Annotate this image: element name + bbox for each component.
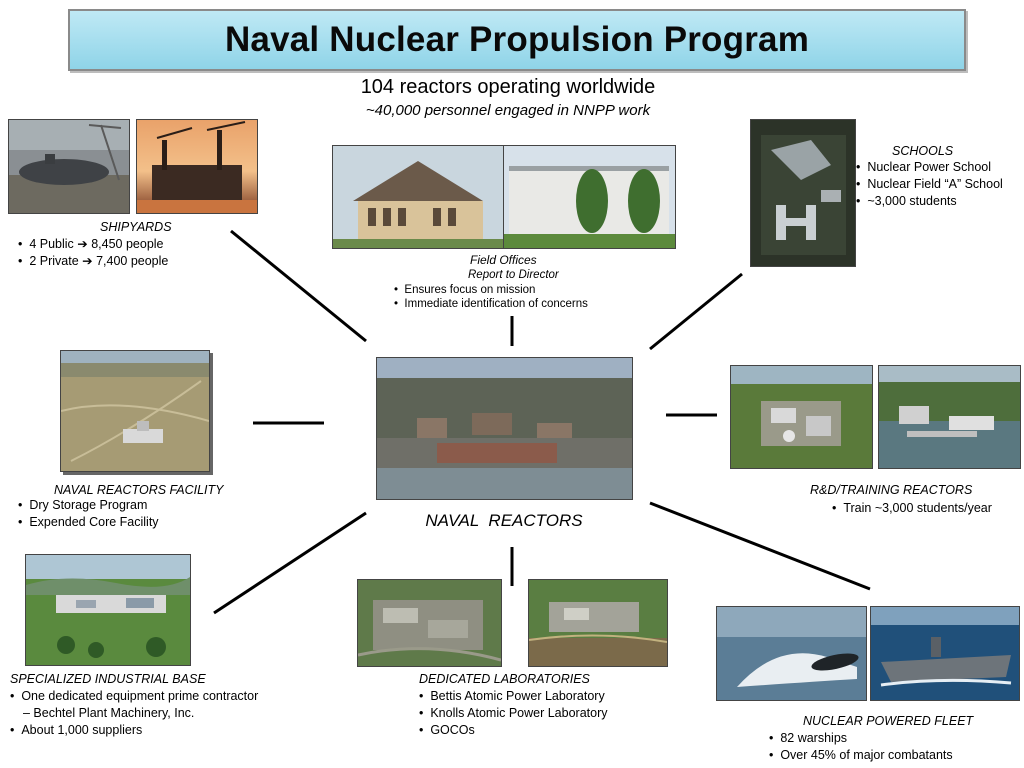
reactors-stat: 104 reactors operating worldwide [360,76,656,98]
list-item: • Immediate identification of concerns [394,297,588,311]
shipyards-heading: SHIPYARDS [100,220,172,234]
list-item: • Ensures focus on mission [394,283,588,297]
laboratories-list [419,688,608,739]
reactors-facility-list [18,497,159,531]
schools-heading: SCHOOLS [892,144,954,158]
list-subitem-text: – Bechtel Plant Machinery, Inc. [23,706,195,720]
field-office-photo-offices [503,145,676,249]
laboratories-heading: DEDICATED LABORATORIES [419,672,590,686]
industrial-base-photo [25,554,191,666]
fleet-photo-carrier [870,606,1020,701]
field-offices-heading: Field Offices [470,253,537,267]
list-item: • 2 Private ➔ 7,400 people [18,253,168,270]
personnel-stat: ~40,000 personnel engaged in NNPP work [365,102,651,119]
shipyards-list [18,236,168,270]
page-title: Naval Nuclear Propulsion Program [224,20,810,59]
industrial-base-heading: SPECIALIZED INDUSTRIAL BASE [10,672,206,686]
schools-list [856,159,1003,210]
training-reactors-heading: R&D/TRAINING REACTORS [810,483,973,497]
list-item: • ~3,000 students [856,193,1003,210]
training-reactors-list [832,500,992,517]
naval-reactors-aerial-photo [376,357,633,500]
field-offices-list [394,283,588,311]
field-offices-subheading: Report to Director [468,269,559,281]
list-item: • About 1,000 suppliers [10,722,258,739]
laboratory-photo-bettis [357,579,502,667]
connector-industrial-base [214,513,366,613]
shipyard-photo-cranes [136,119,258,214]
training-reactors-photo-right [878,365,1021,469]
list-item: • One dedicated equipment prime contractor [10,688,258,705]
list-item: • Bettis Atomic Power Laboratory [419,688,608,705]
list-item: • GOCOs [419,722,608,739]
list-item: • Nuclear Field “A” School [856,176,1003,193]
list-item: • Train ~3,000 students/year [832,500,992,517]
naval-reactors-label: NAVAL REACTORS [425,511,583,530]
fleet-photo-submarine [716,606,867,701]
connector-schools [650,274,742,349]
reactors-facility-photo [60,350,210,472]
list-item: • 4 Public ➔ 8,450 people [18,236,168,253]
field-office-photo-building [332,145,504,249]
reactors-facility-heading: NAVAL REACTORS FACILITY [54,483,224,497]
list-subitem [10,705,258,722]
schools-aerial-photo [750,119,856,267]
list-item: • Knolls Atomic Power Laboratory [419,705,608,722]
list-item: • Nuclear Power School [856,159,1003,176]
fleet-list [769,730,953,764]
training-reactors-photo-left [730,365,873,469]
list-item: • Dry Storage Program [18,497,159,514]
list-item: • Over 45% of major combatants [769,747,953,764]
laboratory-photo-knolls [528,579,668,667]
fleet-heading: NUCLEAR POWERED FLEET [803,714,974,728]
list-item: • Expended Core Facility [18,514,159,531]
list-item: • 82 warships [769,730,953,747]
industrial-base-list [10,688,258,739]
shipyard-photo-drydock [8,119,130,214]
